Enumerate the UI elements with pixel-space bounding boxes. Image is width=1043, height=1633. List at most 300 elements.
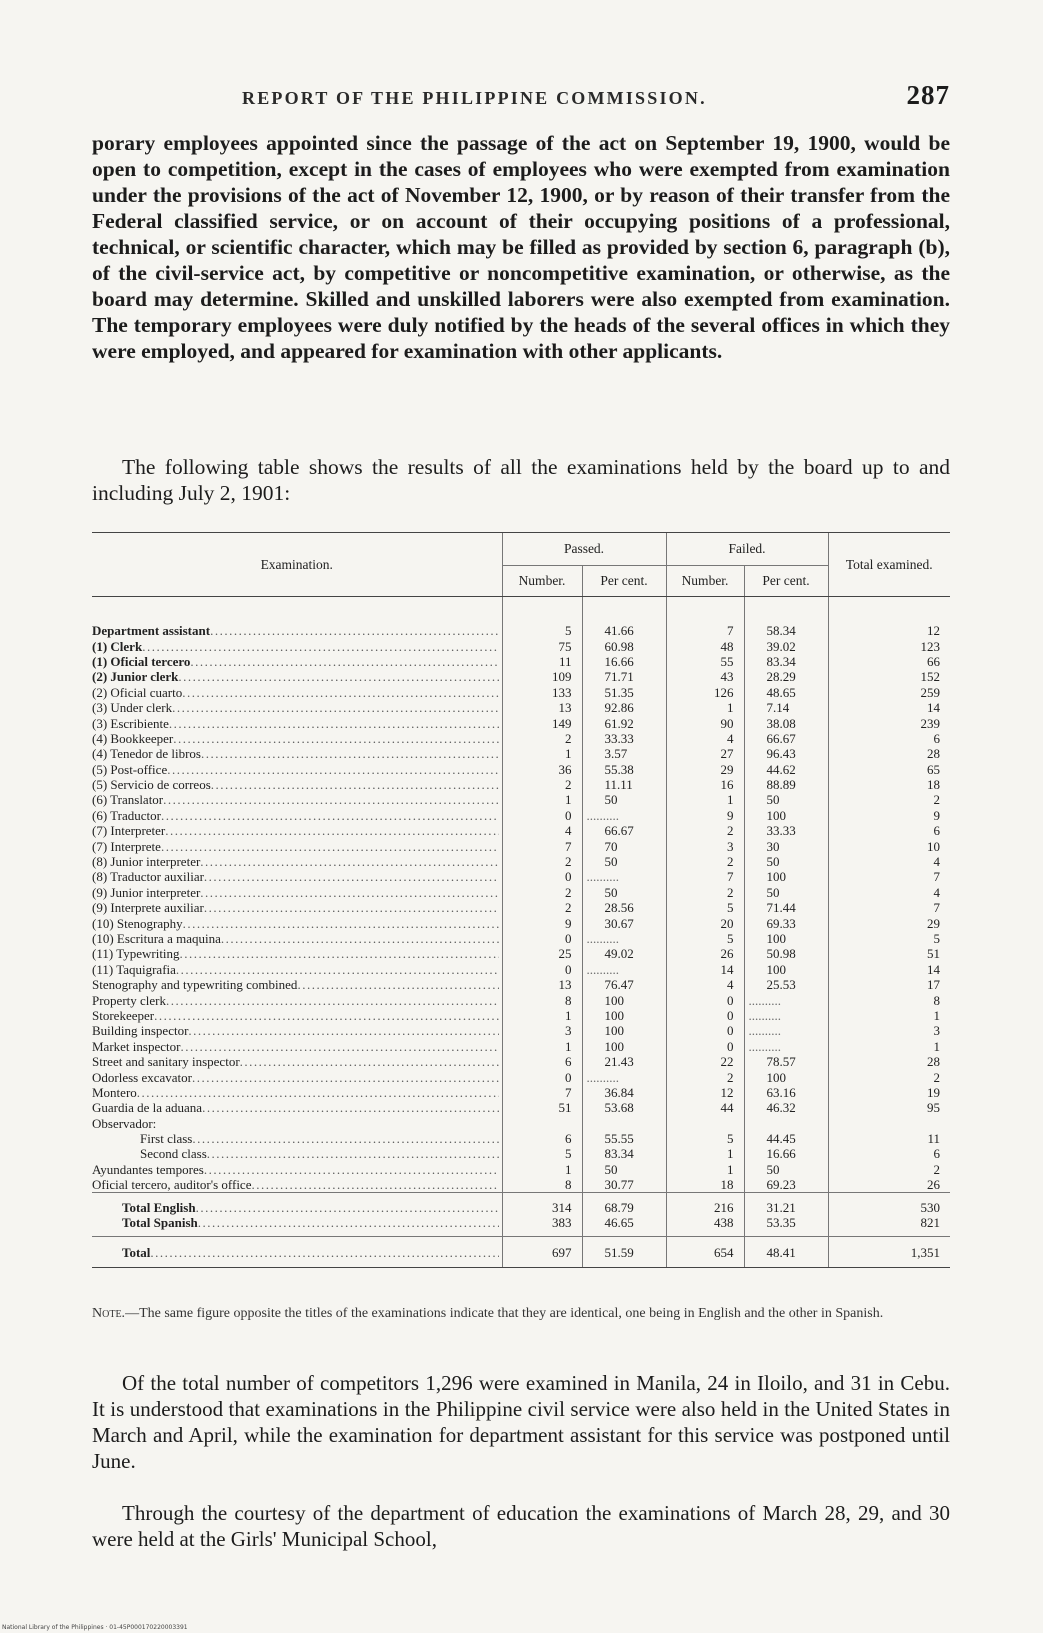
row-label: Total [122,1244,151,1260]
table-grand-total [92,1237,950,1268]
cell-failed-number: 5 [666,931,744,946]
cell-passed-number: 5 [502,623,582,638]
cell-examination [92,731,502,746]
table-row [92,808,950,823]
cell-passed-percent [582,869,666,884]
row-label: First class [140,1131,193,1147]
table-row [92,931,950,946]
cell-examination [92,1162,502,1177]
scan-footer: National Library of the Philippines · 01-45P000170220003391 [2,1624,188,1631]
cell-failed-percent: 100 [744,931,828,946]
table-row [92,1069,950,1084]
cell-passed-number: 8 [502,1177,582,1193]
dot-leader [172,700,498,715]
cell-failed-number: 55 [666,654,744,669]
cell-failed-number: 9 [666,808,744,823]
cell-total: 66 [828,654,950,669]
cell-total: 26 [828,1177,950,1193]
cell-examination [92,762,502,777]
cell-examination [92,1008,502,1023]
row-label: Total Spanish [122,1215,198,1231]
cell-passed-number: 2 [502,731,582,746]
cell-failed-number: 44 [666,1100,744,1115]
cell-passed-percent: 55.38 [582,762,666,777]
cell-passed-percent: 100 [582,1008,666,1023]
cell-examination [92,746,502,761]
cell-passed-number: 6 [502,1054,582,1069]
dot-leader [210,623,498,638]
cell-failed-number: 0 [666,992,744,1007]
row-label: (8) Traductor auxiliar [92,869,204,885]
cell-passed-number: 1 [502,792,582,807]
cell-total: 6 [828,731,950,746]
paragraph-competitors: Of the total number of competitors 1,296 were examined in Manila, 24 in Iloilo, and 31 in Cebu. It is understood that examinations in the Philippine civil service were also held in the United States in March and April, while the examination for department assistant for this service was postponed until June. [92,1371,950,1473]
cell-total: 12 [828,623,950,638]
cell-passed-percent: 16.66 [582,654,666,669]
dot-leader [190,654,498,669]
row-label: (3) Under clerk [92,700,173,716]
cell-failed-percent: 50 [744,885,828,900]
empty-leader: .......... [586,931,619,946]
table-row [92,762,950,777]
row-label: Montero [92,1084,137,1100]
cell-total: 7 [828,900,950,915]
cell-passed-number: 314 [502,1193,582,1215]
cell-passed-number: 383 [502,1215,582,1237]
cell-passed-percent: 46.65 [582,1215,666,1237]
cell-failed-percent: 50 [744,792,828,807]
cell-failed-number: 27 [666,746,744,761]
dot-leader [176,962,499,977]
cell-total: 17 [828,977,950,992]
empty-leader: .......... [586,869,619,885]
cell-passed-number: 1 [502,1162,582,1177]
empty-leader: .......... [748,1038,781,1054]
cell-examination [92,638,502,653]
table-row [92,685,950,700]
cell-passed-percent: 100 [582,1039,666,1054]
cell-passed-percent [582,1069,666,1084]
cell-failed-percent: 16.66 [744,1146,828,1161]
dot-leader [204,869,499,884]
cell-total: 239 [828,715,950,730]
cell-failed-percent: 100 [744,1069,828,1084]
cell-failed-percent: 48.41 [744,1237,828,1268]
cell-failed-percent: 71.44 [744,900,828,915]
cell-passed-number: 1 [502,1008,582,1023]
cell-failed-number: 26 [666,946,744,961]
cell-failed-percent: 48.65 [744,685,828,700]
row-label: (5) Servicio de correos [92,777,211,793]
cell-failed-percent [744,992,828,1007]
cell-failed-number: 48 [666,638,744,653]
cell-passed-percent: 49.02 [582,946,666,961]
cell-failed-number: 3 [666,838,744,853]
cell-failed-percent: 46.32 [744,1100,828,1115]
cell-failed-percent: 63.16 [744,1085,828,1100]
cell-passed-percent: 66.67 [582,823,666,838]
cell-examination [92,623,502,638]
empty-leader: .......... [748,1023,781,1039]
cell-examination [92,669,502,684]
cell-failed-percent: 83.34 [744,654,828,669]
cell-failed-number: 438 [666,1215,744,1237]
table-row [92,792,950,807]
row-label: Street and sanitary inspector [92,1054,240,1070]
dot-leader [221,931,499,946]
cell-examination [92,1146,502,1161]
row-label: (5) Post-office [92,761,168,777]
row-label: Department assistant [92,623,211,639]
cell-examination [92,977,502,992]
table-note [92,1306,950,1322]
dot-leader [142,639,498,654]
cell-examination [92,1177,502,1193]
table-row [92,1085,950,1100]
dot-leader [161,839,499,854]
dot-leader [204,1162,499,1177]
row-label: (11) Taquigrafia [92,961,176,977]
table-row [92,1162,950,1177]
cell-passed-number: 133 [502,685,582,700]
cell-examination [92,808,502,823]
cell-failed-number: 18 [666,1177,744,1193]
cell-failed-percent: 30 [744,838,828,853]
paragraph-table-intro: The following table shows the results of all the examinations held by the board up to and including July 2, 1901: [92,455,950,505]
table-row [92,992,950,1007]
cell-failed-number: 4 [666,731,744,746]
cell-passed-percent: 53.68 [582,1100,666,1115]
row-label: (1) Clerk [92,638,143,654]
cell-examination [92,992,502,1007]
row-label: Guardia de la aduana [92,1100,203,1116]
cell-failed-percent: 50.98 [744,946,828,961]
dot-leader [207,1146,499,1161]
dot-leader [188,1023,498,1038]
row-label: Observador: [92,1115,157,1131]
table-group-heading [92,1116,950,1131]
cell-passed-percent: 36.84 [582,1085,666,1100]
column-header-passed-percent: Per cent. [582,566,666,597]
cell-examination [92,962,502,977]
cell-passed-number: 2 [502,900,582,915]
cell-failed-number: 0 [666,1008,744,1023]
row-label: (4) Tenedor de libros [92,746,201,762]
dot-leader [169,716,499,731]
row-label: (2) Junior clerk [92,669,179,685]
cell-passed-number: 3 [502,1023,582,1038]
cell-failed-number: 20 [666,915,744,930]
cell-passed-percent: 68.79 [582,1193,666,1215]
cell-failed-number: 16 [666,777,744,792]
row-label: Ayundantes tempores [92,1161,204,1177]
table-row [92,1100,950,1115]
cell-passed-number: 4 [502,823,582,838]
cell-failed-number: 2 [666,823,744,838]
table-row [92,869,950,884]
cell-total: 259 [828,685,950,700]
cell-total [828,1116,950,1131]
cell-total: 5 [828,931,950,946]
cell-failed-number: 1 [666,700,744,715]
dot-leader [240,1054,499,1069]
cell-failed-percent: 25.53 [744,977,828,992]
dot-leader [204,900,499,915]
cell-failed-number: 5 [666,1131,744,1146]
cell-total: 6 [828,1146,950,1161]
dot-leader [165,823,498,838]
page-number: 287 [906,80,950,110]
cell-failed-number: 29 [666,762,744,777]
dot-leader [154,1008,498,1023]
cell-passed-number: 51 [502,1100,582,1115]
cell-total: 6 [828,823,950,838]
cell-passed-number: 25 [502,946,582,961]
cell-passed-percent: 100 [582,992,666,1007]
cell-examination [92,1039,502,1054]
cell-passed-number: 1 [502,746,582,761]
column-header-total: Total examined. [828,533,950,597]
cell-passed-number: 109 [502,669,582,684]
table-row [92,700,950,715]
cell-failed-percent: 100 [744,962,828,977]
table-row [92,715,950,730]
table-row [92,654,950,669]
cell-failed-percent: 38.08 [744,715,828,730]
row-label: Second class [140,1146,207,1162]
running-header [92,80,950,114]
note-text: —The same figure opposite the titles of the examinations indicate that they are identical, one being in English and the other in Spanish. [125,1306,884,1321]
dot-leader [166,993,498,1008]
paragraph-continuation: porary employees appointed since the passage of the act on September 19, 1900, would be open to competition, except in the cases of employees who were exempted from examination under the provisions of the act of November 12, 1900, or by reason of their transfer from the Federal classified service, or on account of their occupying positions of a professional, technical, or scientific character, which may be filled as provided by section 6, paragraph (b), of the civil-service act, by competitive or noncompetitive examination, or otherwise, as the board may determine. Skilled and unskilled laborers were also exempted from examination. The temporary employees were duly notified by the heads of the several offices in which they were employed, and appeared for examination with other applicants. [92,131,950,363]
cell-total: 18 [828,777,950,792]
dot-leader [178,669,498,684]
cell-total: 14 [828,962,950,977]
cell-total: 2 [828,1162,950,1177]
column-header-failed: Failed. [666,533,828,566]
dot-leader [211,777,499,792]
cell-total: 65 [828,762,950,777]
cell-total: 28 [828,746,950,761]
note-label: Note. [92,1306,126,1321]
empty-leader: .......... [586,961,619,977]
cell-passed-percent [582,808,666,823]
table-row [92,1023,950,1038]
table-body [92,597,950,1193]
cell-failed-percent [744,1023,828,1038]
table-row [92,1146,950,1161]
table-row [92,1131,950,1146]
dot-leader [200,885,498,900]
dot-leader [183,916,499,931]
cell-passed-percent [582,962,666,977]
cell-examination [92,900,502,915]
cell-failed-percent: 7.14 [744,700,828,715]
row-label: (3) Escribiente [92,715,169,731]
cell-failed-number: 12 [666,1085,744,1100]
cell-total: 4 [828,854,950,869]
cell-passed-percent: 51.59 [582,1237,666,1268]
cell-passed-number: 2 [502,777,582,792]
cell-passed-percent [582,931,666,946]
cell-passed-percent: 50 [582,885,666,900]
row-label: Market inspector [92,1038,181,1054]
cell-examination [92,915,502,930]
cell-passed-number: 13 [502,977,582,992]
cell-passed-number: 2 [502,854,582,869]
cell-passed-percent: 28.56 [582,900,666,915]
cell-passed-number: 5 [502,1146,582,1161]
empty-leader: .......... [586,807,619,823]
cell-total: 123 [828,638,950,653]
subtotal-row [92,1193,950,1215]
cell-examination [92,1023,502,1038]
cell-total: 29 [828,915,950,930]
cell-passed-percent: 92.86 [582,700,666,715]
dot-leader [137,1085,499,1100]
cell-examination [92,1054,502,1069]
cell-examination [92,823,502,838]
table-row [92,962,950,977]
row-label: Storekeeper [92,1007,155,1023]
table-row [92,731,950,746]
cell-examination [92,715,502,730]
cell-total: 3 [828,1023,950,1038]
cell-failed-number: 1 [666,1162,744,1177]
cell-passed-number: 9 [502,915,582,930]
dot-leader [167,762,498,777]
cell-examination [92,931,502,946]
row-label: (10) Stenography [92,915,183,931]
row-label: (9) Interprete auxiliar [92,900,204,916]
cell-examination [92,792,502,807]
cell-passed-percent: 55.55 [582,1131,666,1146]
column-header-failed-percent: Per cent. [744,566,828,597]
table-row [92,1177,950,1193]
cell-total: 9 [828,808,950,823]
dot-leader [163,792,498,807]
cell-failed-percent: 100 [744,869,828,884]
dot-leader [173,731,498,746]
dot-leader [180,1039,498,1054]
row-label: Total English [122,1199,196,1215]
cell-examination [92,1116,502,1131]
row-label: (6) Translator [92,792,164,808]
cell-failed-percent: 53.35 [744,1215,828,1237]
cell-passed-number: 0 [502,1069,582,1084]
cell-total: 19 [828,1085,950,1100]
dot-leader [161,808,499,823]
dot-leader [251,1177,498,1192]
cell-total: 152 [828,669,950,684]
cell-passed-number: 75 [502,638,582,653]
cell-passed-percent: 3.57 [582,746,666,761]
cell-failed-number: 654 [666,1237,744,1268]
cell-failed-number: 2 [666,885,744,900]
cell-passed-percent: 33.33 [582,731,666,746]
cell-examination [92,1215,502,1237]
cell-failed-number: 2 [666,1069,744,1084]
cell-failed-percent: 58.34 [744,623,828,638]
cell-total: 51 [828,946,950,961]
table-row [92,1039,950,1054]
cell-failed-percent: 50 [744,1162,828,1177]
column-header-passed: Passed. [502,533,666,566]
table-row [92,669,950,684]
table-row [92,777,950,792]
cell-failed-percent: 44.62 [744,762,828,777]
cell-passed-percent: 51.35 [582,685,666,700]
table-subtotals [92,1193,950,1237]
cell-total: 821 [828,1215,950,1237]
row-label: (10) Escritura a maquina [92,931,221,946]
cell-passed-percent: 71.71 [582,669,666,684]
cell-passed-number: 13 [502,700,582,715]
cell-failed-number: 90 [666,715,744,730]
dot-leader [150,1245,498,1260]
row-label: Oficial tercero, auditor's office [92,1177,252,1193]
dot-leader [297,977,498,992]
grand-total-row [92,1237,950,1268]
table-row [92,854,950,869]
cell-total: 28 [828,1054,950,1069]
cell-failed-percent: 33.33 [744,823,828,838]
table-row [92,885,950,900]
cell-examination [92,1100,502,1115]
cell-failed-number: 216 [666,1193,744,1215]
cell-passed-percent: 30.67 [582,915,666,930]
cell-passed-percent: 50 [582,792,666,807]
dot-leader [198,1215,499,1230]
cell-total: 14 [828,700,950,715]
dot-leader [202,1100,498,1115]
cell-failed-percent: 50 [744,854,828,869]
cell-passed-number: 0 [502,931,582,946]
table-row [92,638,950,653]
cell-total: 8 [828,992,950,1007]
table-row [92,838,950,853]
cell-failed-number: 1 [666,792,744,807]
cell-total: 2 [828,1069,950,1084]
cell-failed-percent: 88.89 [744,777,828,792]
row-label: (8) Junior interpreter [92,854,201,870]
dot-leader [200,854,498,869]
cell-total: 95 [828,1100,950,1115]
dot-leader [196,1200,499,1215]
cell-passed-percent: 41.66 [582,623,666,638]
cell-failed-percent: 78.57 [744,1054,828,1069]
cell-passed-number: 149 [502,715,582,730]
examination-results-table [92,532,950,1268]
cell-passed-number: 8 [502,992,582,1007]
cell-examination [92,869,502,884]
cell-passed-number: 0 [502,962,582,977]
cell-failed-number: 43 [666,669,744,684]
cell-failed-number: 4 [666,977,744,992]
cell-failed-percent [744,1116,828,1131]
cell-failed-number: 126 [666,685,744,700]
cell-passed-number: 2 [502,885,582,900]
dot-leader [201,746,499,761]
cell-failed-number: 7 [666,623,744,638]
row-label: (11) Typewriting [92,946,180,962]
table-row [92,746,950,761]
cell-examination [92,946,502,961]
cell-total: 2 [828,792,950,807]
cell-failed-number: 0 [666,1023,744,1038]
paragraph-courtesy: Through the courtesy of the department of education the examinations of March 28, 29, and 30 were held at the Girls' Municipal School, [92,1501,950,1551]
dot-leader [182,685,498,700]
